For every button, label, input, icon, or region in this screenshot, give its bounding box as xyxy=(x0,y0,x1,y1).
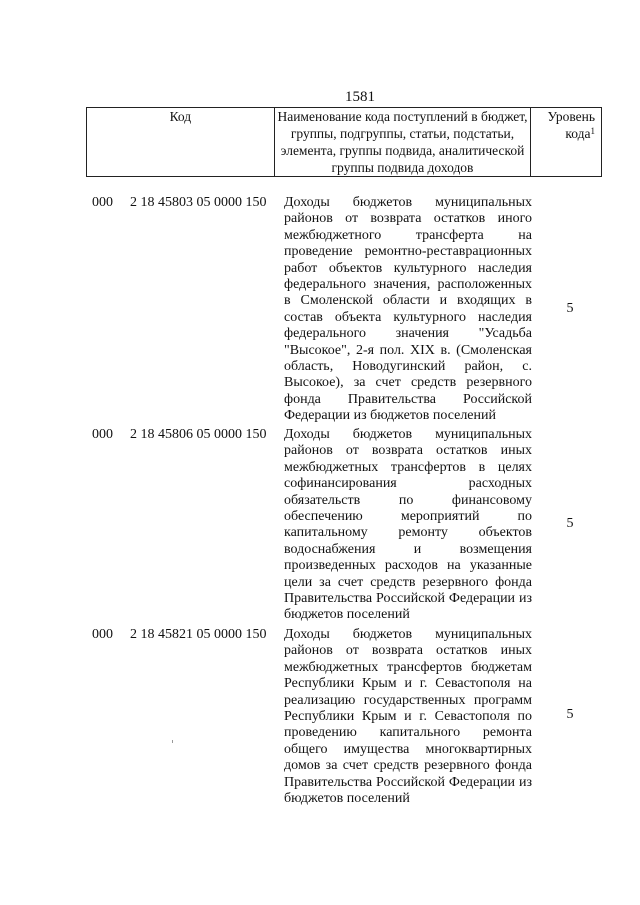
row-admin-code: 000 xyxy=(92,195,113,210)
scan-speck xyxy=(172,740,173,743)
row-revenue-code: 2 18 45821 05 0000 150 xyxy=(130,627,267,642)
row-revenue-name: Доходы бюджетов муниципальных районов от возврата остатков иных межбюджетных трансфертов в целях софинансирования расходных обязательств по финансовому обеспечению мероприятий по капитальному ремонту объектов водоснабжения и возмещения произведенных расходов на указанные цели за счет средств резервного фонда Правительства Российской Федерации из бюджетов поселений xyxy=(284,427,532,623)
header-row xyxy=(87,108,602,177)
header-level-footnote: 1 xyxy=(590,126,595,136)
row-code-level: 5 xyxy=(566,516,574,531)
row-admin-code: 000 xyxy=(92,427,113,442)
header-level-cell xyxy=(531,108,602,177)
row-revenue-name: Доходы бюджетов муниципальных районов от возврата остатков иных межбюджетных трансфертов бюджетам Республики Крым и г. Севастополя на реализацию государственных программ Республики Крым и г. Севастополя по проведению капитального ремонта общего имущества многоквартирных домов за счет средств резервного фонда Правительства Российской Федерации из бюджетов поселений xyxy=(284,627,532,807)
row-revenue-code: 2 18 45803 05 0000 150 xyxy=(130,195,267,210)
header-name: Наименование кода поступлений в бюджет, группы, подгруппы, статьи, подстатьи, элемента, группы подвида, аналитической группы подвида доходов xyxy=(274,108,531,177)
row-code-level: 5 xyxy=(566,707,574,722)
row-code-level: 5 xyxy=(566,301,574,316)
header-code: Код xyxy=(87,108,275,177)
page-number: 1581 xyxy=(345,89,375,105)
header-level: Уровень кода xyxy=(547,109,595,141)
row-revenue-name: Доходы бюджетов муниципальных районов от возврата остатков иного межбюджетного трансферта на проведение ремонтно-реставрационных работ объектов культурного наследия федерального значения, расположенных в Смоленской области и входящих в состав объекта культурного наследия федерального значения "Усадьба "Высокое", 2-я пол. XIX в. (Смоленская область, Новодугинский район, с. Высокое), за счет средств резервного фонда Правительства Российской Федерации из бюджетов поселений xyxy=(284,195,532,424)
table-header xyxy=(86,107,602,177)
row-revenue-code: 2 18 45806 05 0000 150 xyxy=(130,427,267,442)
row-admin-code: 000 xyxy=(92,627,113,642)
